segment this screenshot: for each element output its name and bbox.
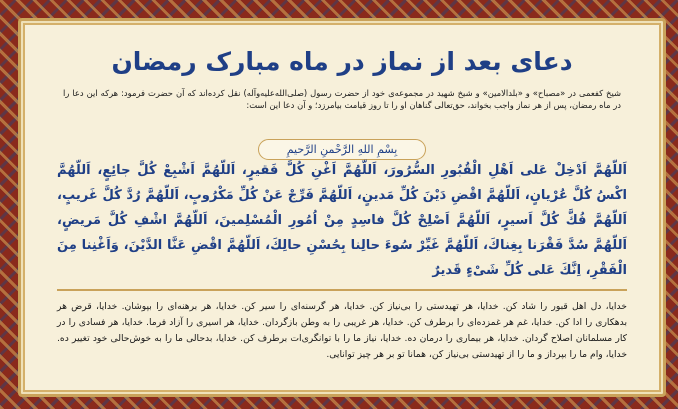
dua-arabic-text: اَللّهُمَّ اَدْخِلْ عَلی اَهْلِ الْقُبُورِ السُّرُورَ، اَللّهُمَّ اَغْنِ كُلَّ فَقیرٍ، اَللّهُمَّ اَشْبِعْ كُلَّ جائِعٍ، اَللّهُمَّ اكْسُ كُلَّ عُرْیانٍ، اَللّهُمَّ اقْضِ دَیْنَ كُلِّ مَدینٍ، اَللّهُمَّ فَرِّجْ عَنْ كُلِّ مَكْرُوبٍ، اَللّهُمَّ رُدَّ كُلَّ غَریبٍ، اَللّهُمَّ فُكَّ كُلَّ اَسیرٍ، اَللّهُمَّ اَصْلِحْ كُلَّ فاسِدٍ مِنْ اُمُورِ الْمُسْلِمینَ، اَللّهُمَّ اشْفِ كُلَّ مَریضٍ، اَللّهُمَّ سُدَّ فَقْرَنا بِغِناكَ، اَللّهُمَّ غَیِّرْ سُوءَ حالِنا بِحُسْنِ حالِكَ، اَللّهُمَّ اقْضِ عَنَّا الدَّیْنَ، وَاَغْنِنا مِنَ الْفَقْرِ، اِنَّكَ عَلی كُلِّ شَیْءٍ قَدیرٌ xyxy=(57,163,627,278)
divider xyxy=(57,289,627,291)
basmala-banner xyxy=(21,138,663,160)
page-title: دعای بعد از نماز در ماه مبارک رمضان xyxy=(111,47,573,76)
basmala-text: بِسْمِ اللهِ الرَّحْمنِ الرَّحیمِ xyxy=(258,139,427,160)
intro-text: شیخ کفعمی در «مصباح» و «بلدالامین» و شیخ شهید در مجموعه‌ی خود از حضرت رسول (صلی‌الله‌علیه‌وآله) نقل کرده‌اند که آن حضرت فرمود: هرکه این دعا را در ماه رمضان، پس از هر نماز واجب بخواند، حق‌تعالی گناهان او را تا روز قیامت بیامرزد؛ و آن دعا این است: xyxy=(63,88,621,110)
content-panel xyxy=(18,18,666,397)
persian-translation: خدایا، دل اهل قبور را شاد کن. خدایا، هر تهیدستی را بی‌نیاز کن. خدایا، هر گرسنه‌ای را سیر کن. خدایا، هر برهنه‌ای را بپوشان. خدایا، قرض هر بدهکاری را ادا کن. خدایا، غم هر غمزده‌ای را برطرف کن. خدایا، هر غریبی را به وطن بازگردان. خدایا، هر اسیری را آزاد فرما. خدایا، هر فسادی را در کار مسلمانان اصلاح گردان. خدایا، هر بیماری را درمان ده. خدایا، نیاز ما را با توانگری‌ات برطرف کن. خدایا، بدحالی ما را به خوش‌حالی خود تغییر ده. خدایا، وام ما را بپرداز و ما را از تهیدستی بی‌نیاز کن، همانا تو بر هر چیز توانایی. xyxy=(57,301,627,360)
